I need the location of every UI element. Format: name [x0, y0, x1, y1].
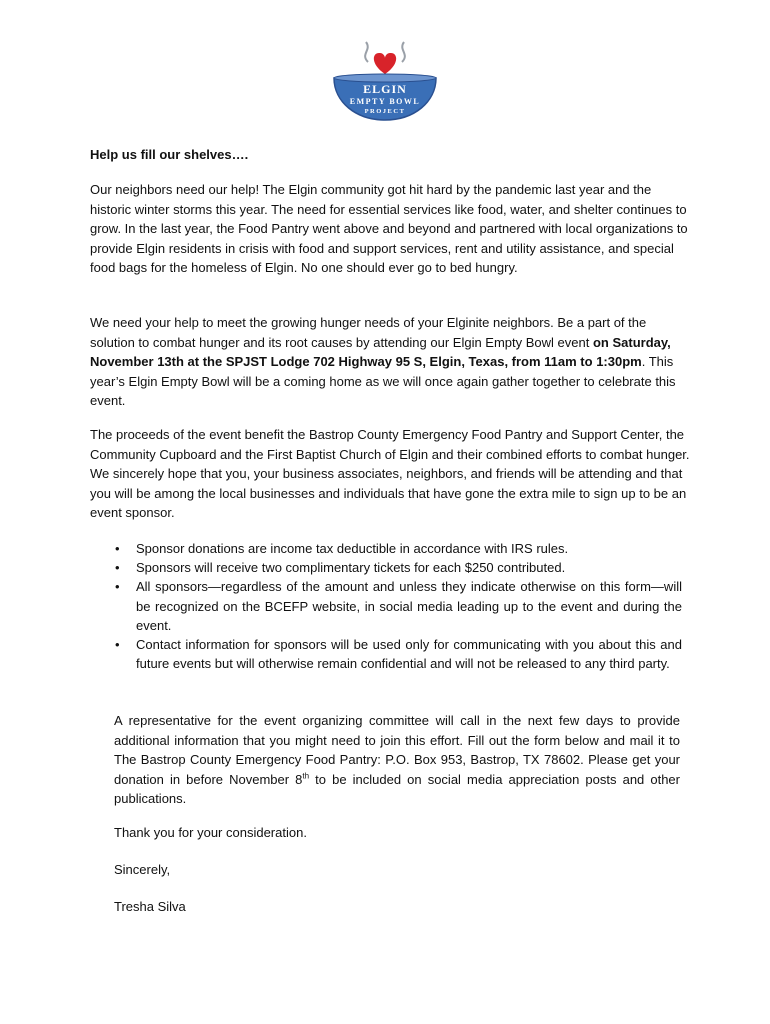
- thanks-line: Thank you for your consideration.: [114, 825, 307, 840]
- signature-name: Tresha Silva: [114, 899, 186, 914]
- logo-line-empty-bowl: EMPTY BOWL: [349, 97, 421, 106]
- logo-line-project: PROJECT: [364, 108, 406, 115]
- logo-line-elgin: ELGIN: [363, 82, 407, 96]
- sponsor-benefits-list: [112, 539, 682, 673]
- steam-right-icon: [402, 42, 405, 62]
- list-item: • Contact information for sponsors will be used only for communicating with you about this and future events but will otherwise remain confidential and will not be released to any third party.: [112, 635, 682, 673]
- ordinal-suffix: th: [302, 771, 310, 781]
- paragraph-proceeds: The proceeds of the event benefit the Bastrop County Emergency Food Pantry and Support Center, the Community Cupboard and the First Baptist Church of Elgin and their combined efforts to combat hunger. We sincerely hope that you, your business associates, neighbors, and friends will be attending and that you will be among the local businesses and individuals that have gone the extra mile to sign up to be an event sponsor.: [90, 427, 690, 520]
- heart-icon: [374, 53, 396, 74]
- paragraph-representative: [114, 711, 680, 809]
- representative-text: A representative for the event organizing committee will call in the next few days to provide additional information that you might need to join this effort. Fill out the form below and mail it to The Bastrop County Emergency Food Pantry: P.O. Box 953, Bastrop, TX 78602. Please get your donation in before November 8: [114, 713, 680, 787]
- representative-text-end: to be included on social media appreciation posts and other publications.: [114, 771, 680, 806]
- paragraph-need: Our neighbors need our help! The Elgin community got hit hard by the pandemic last year and the historic winter storms this year. The need for essential services like food, water, and shelter continues to grow. In the last year, the Food Pantry went above and beyond and partnered with local organizations to provide Elgin residents in crisis with food and support services, rent and utility assistance, and special food bags for the homeless of Elgin. No one should ever go to bed hungry.: [90, 182, 688, 275]
- event-outro-text: . This year’s Elgin Empty Bowl will be a coming home as we will once again gather together to celebrate this event.: [90, 354, 676, 408]
- paragraph-event: [90, 313, 692, 411]
- event-intro-text: We need your help to meet the growing hunger needs of your Elginite neighbors. Be a part of the solution to combat hunger and its root causes by attending our Elgin Empty Bowl event: [90, 315, 647, 350]
- list-item: • Sponsor donations are income tax deductible in accordance with IRS rules.: [112, 539, 682, 558]
- closing-line: Sincerely,: [114, 862, 171, 877]
- steam-left-icon: [365, 42, 368, 62]
- letter-heading: Help us fill our shelves….: [90, 147, 249, 162]
- list-item: • Sponsors will receive two complimentary tickets for each $250 contributed.: [112, 558, 682, 577]
- list-item: • All sponsors—regardless of the amount and unless they indicate otherwise on this form—will be recognized on the BCEFP website, in social media leading up to the event and during the event.: [112, 577, 682, 635]
- event-date-location: on Saturday, November 13th at the SPJST Lodge 702 Highway 95 S, Elgin, Texas, from 11am to 1:30pm: [90, 334, 671, 369]
- elgin-empty-bowl-logo: [330, 40, 440, 126]
